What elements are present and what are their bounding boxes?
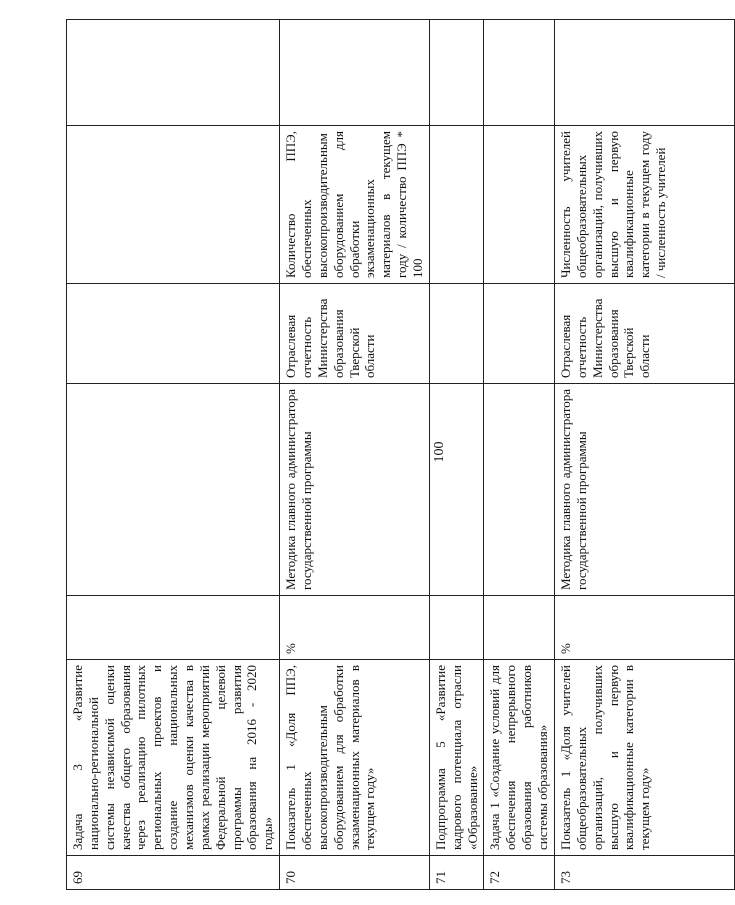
extra-cell <box>429 20 484 126</box>
formula-cell: Численность учителей общеобразовательных организаций, получивших высшую и первую квалификационные категории в текущем году / численность учителей <box>554 126 734 284</box>
unit-cell: % <box>280 596 430 660</box>
method-cell: Методика главного администратора государственной программы <box>280 384 430 596</box>
table-row <box>429 20 484 890</box>
extra-cell <box>67 20 280 126</box>
method-cell <box>67 384 280 596</box>
extra-cell <box>554 20 734 126</box>
source-cell <box>429 284 484 384</box>
indicator-name: Подпрограмма 5 «Развитие кадрового потенциала отрасли «Образование» <box>429 660 484 856</box>
row-number: 73 <box>554 856 734 890</box>
formula-cell <box>429 126 484 284</box>
formula-cell <box>484 126 554 284</box>
indicators-table <box>66 19 735 890</box>
unit-cell: % <box>554 596 734 660</box>
row-number: 71 <box>429 856 484 890</box>
method-cell <box>484 384 554 596</box>
rotated-table-container <box>66 20 669 890</box>
unit-cell <box>484 596 554 660</box>
page-number: 100 <box>432 441 447 463</box>
source-cell <box>484 284 554 384</box>
indicator-name: Задача 1 «Создание условий для обеспечения непрерывного образования работников системы образования» <box>484 660 554 856</box>
method-cell: Методика главного администратора государственной программы <box>554 384 734 596</box>
indicator-name: Задача 3 «Развитие национально-региональной системы независимой оценки качества общего образования через реализацию пилотных региональных проектов и создание национальных механизмов оценки качества в рамках реализации мероприятий Федеральной целевой программы развития образования на 2016 - 2020 годы» <box>67 660 280 856</box>
row-number: 69 <box>67 856 280 890</box>
source-cell: Отраслевая отчетность Министерства образования Тверской области <box>554 284 734 384</box>
row-number: 72 <box>484 856 554 890</box>
formula-cell <box>67 126 280 284</box>
method-cell <box>429 384 484 596</box>
table-row <box>554 20 734 890</box>
source-cell: Отраслевая отчетность Министерства образования Тверской области <box>280 284 430 384</box>
table-row <box>67 20 280 890</box>
source-cell <box>67 284 280 384</box>
formula-cell: Количество ППЭ, обеспеченных высокопроизводительным оборудованием для обработки экзаменационных материалов в текущем году / количество ППЭ * 100 <box>280 126 430 284</box>
table-row <box>484 20 554 890</box>
indicator-name: Показатель 1 «Доля учителей общеобразовательных организаций, получивших высшую и первую квалификационные категории в текущем году» <box>554 660 734 856</box>
extra-cell <box>280 20 430 126</box>
extra-cell <box>484 20 554 126</box>
indicator-name: Показатель 1 «Доля ППЭ, обеспеченных высокопроизводительным оборудованием для обработки экзаменационных материалов в текущем году» <box>280 660 430 856</box>
unit-cell <box>429 596 484 660</box>
table-row <box>280 20 430 890</box>
row-number: 70 <box>280 856 430 890</box>
unit-cell <box>67 596 280 660</box>
